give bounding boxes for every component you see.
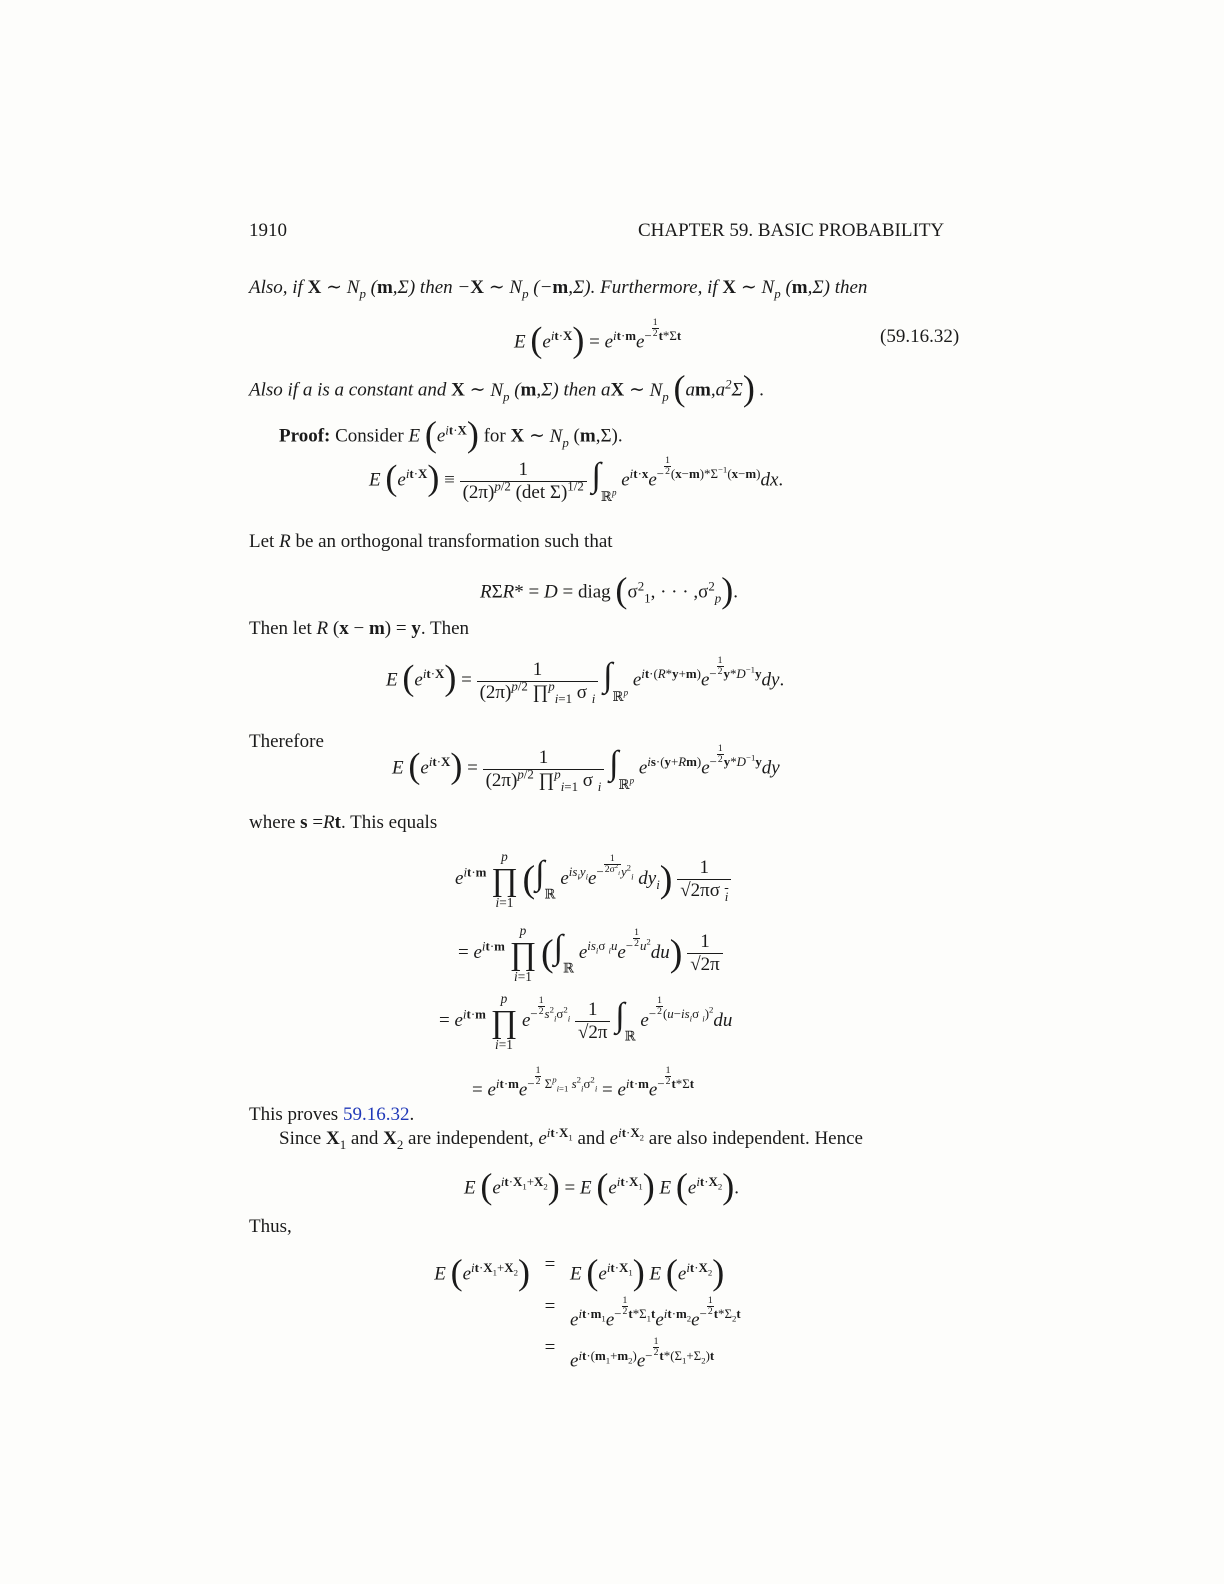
equation-change-variables: E $(e^{it\cdot X})$ = $\frac{1}{(2\pi)^{p/2} \prod^p_{i=1} \sigma _i}$ $\int_{ℝ^p}$ $e^{it\cdot(R*y+m)}e^{- \frac{1}{2} y*D^{-1}y}dy$. xyxy=(386,655,785,706)
equation-product-line-4: = $e^{it\cdot m}e^{- \frac{1}{2} \Sigma^p_{i=1} s^2_i\sigma^2_i} = e^{it\cdot m}e^{- \frac{1}{2} t*\Sigma t}$ xyxy=(472,1065,695,1101)
equation-characteristic-function: E $(e^{it\cdot X}) = e^{it\cdot m}e^{- \frac{1}{2} t*\Sigma t}$ xyxy=(514,317,682,360)
final-lhs: E $(e^{it\cdot X_1+X_2})$ xyxy=(434,1252,530,1292)
since-line: Since $X_1$ and $X_2$ are independent, $e^{it\cdot X_1}$ and $e^{it\cdot X_2}$ are also independent. Hence xyxy=(279,1124,863,1152)
equation-therefore: E $(e^{it\cdot X})$ = $\frac{1}{(2\pi)^{p/2} \prod^p_{i=1} \sigma _i}$ $\int_{ℝ^p}$ $e^{is\cdot(y+Rm)}e^{- \frac{1}{2} y*D^{-1}y}dy$ xyxy=(392,743,780,794)
equation-product-line-3: = $e^{it\cdot m}$ p ∏ i=1 $e^{- \frac{1}{2} s^2_i\sigma^2_i}$ $\frac{1}{√2\pi}$ $\int_ℝ$ $e^{- \frac{1}{2} (u-is_i\sigma _i)^2}du$ xyxy=(439,991,733,1052)
thus-label: Thus, xyxy=(249,1216,292,1237)
therefore-label: Therefore xyxy=(249,731,324,752)
equation-independence: E $(e^{it\cdot X_1+X_2}) = E$ $(e^{it\cdot X_1})$ E $(e^{it\cdot X_2})$. xyxy=(464,1166,740,1206)
theorem-line-1: Also, if X ∼ $N_p$ (m,Σ) then −X ∼ $N_p$ (−m,Σ). Furthermore, if X ∼ $N_p$ (m,Σ) then xyxy=(249,277,868,301)
theorem-line-3: Also if a is a constant and X ∼ $N_p$ (m,Σ) then aX ∼ $N_p$ $(am,a^2\Sigma)$ . xyxy=(249,368,765,408)
let-r-line: Let R be an orthogonal transformation such that xyxy=(249,531,613,552)
final-rhs-3: $e^{it\cdot(m_1+m_2)}e^{- \frac{1}{2} t*(\Sigma_1+\Sigma_2)t}$ xyxy=(570,1336,715,1372)
equation-product-line-2: = $e^{it\cdot m}$ p ∏ i=1 ($\int_ℝ$ $e^{is_i\sigma _iu}e^{- \frac{1}{2} u^2}du$) $\frac{1}{√2\pi}$ xyxy=(458,924,723,983)
equation-number: (59.16.32) xyxy=(880,326,960,347)
equation-reference-link[interactable]: 59.16.32 xyxy=(342,1104,410,1125)
final-rhs-2: $e^{it\cdot m_1}e^{- \frac{1}{2} t*\Sigma_1t}e^{it\cdot m_2}e^{- \frac{1}{2} t*\Sigma_2t}$ xyxy=(570,1295,741,1331)
chapter-title: CHAPTER 59. BASIC PROBABILITY xyxy=(638,220,945,241)
page-number: 1910 xyxy=(249,220,287,241)
this-proves-line: This proves 59.16.32. xyxy=(249,1104,415,1125)
then-let-line: Then let R (x − m) = y. Then xyxy=(249,618,470,639)
proof-line: Proof: Consider E $(e^{it\cdot X})$ for X ∼ $N_p$ (m,Σ). xyxy=(279,414,623,454)
equation-expectation-integral: E $(e^{it\cdot X})$ ≡ $\frac{1}{(2\pi)^{p/2} (\det \Sigma)^{1/2}}$ $\int_{ℝ^p}$ $e^{it\cdot x}e^{- \frac{1}{2} (x-m)*\Sigma^{-1}(x-m)}dx$. xyxy=(369,455,784,504)
equation-final-block: E $(e^{it\cdot X_1+X_2})$ = E $(e^{it\cdot X_1})$ E $(e^{it\cdot X_2})$ = $e^{it\cdot m_1}e^{- \frac{1}{2} t*\Sigma_1t}e^{it\cdot m_2}e^{- \frac{1}{2} t*\Sigma_2t}$ = $e^{it\cdot(m_1+m_2)}e^{- \frac{1}{2} t*(\Sigma_1+\Sigma_2)t}$ xyxy=(380,1254,830,1373)
equation-product-line-1: $e^{it\cdot m}$ p ∏ i=1 ($\int_ℝ$ $e^{is_iy_i}e^{- \frac{1}{2\sigma^2_i} y^2_i}$ $dy_i$) $\frac{1}{√2\pi\sigma _i}$ xyxy=(455,850,731,909)
equation-diagonalization: RΣR* = D = diag ($\sigma^2_1$, · · · $,\sigma^2_p$). xyxy=(480,570,738,610)
where-line: where s =Rt. This equals xyxy=(249,812,438,833)
final-rhs-1: E $(e^{it\cdot X_1})$ E $(e^{it\cdot X_2})$ xyxy=(570,1252,725,1292)
